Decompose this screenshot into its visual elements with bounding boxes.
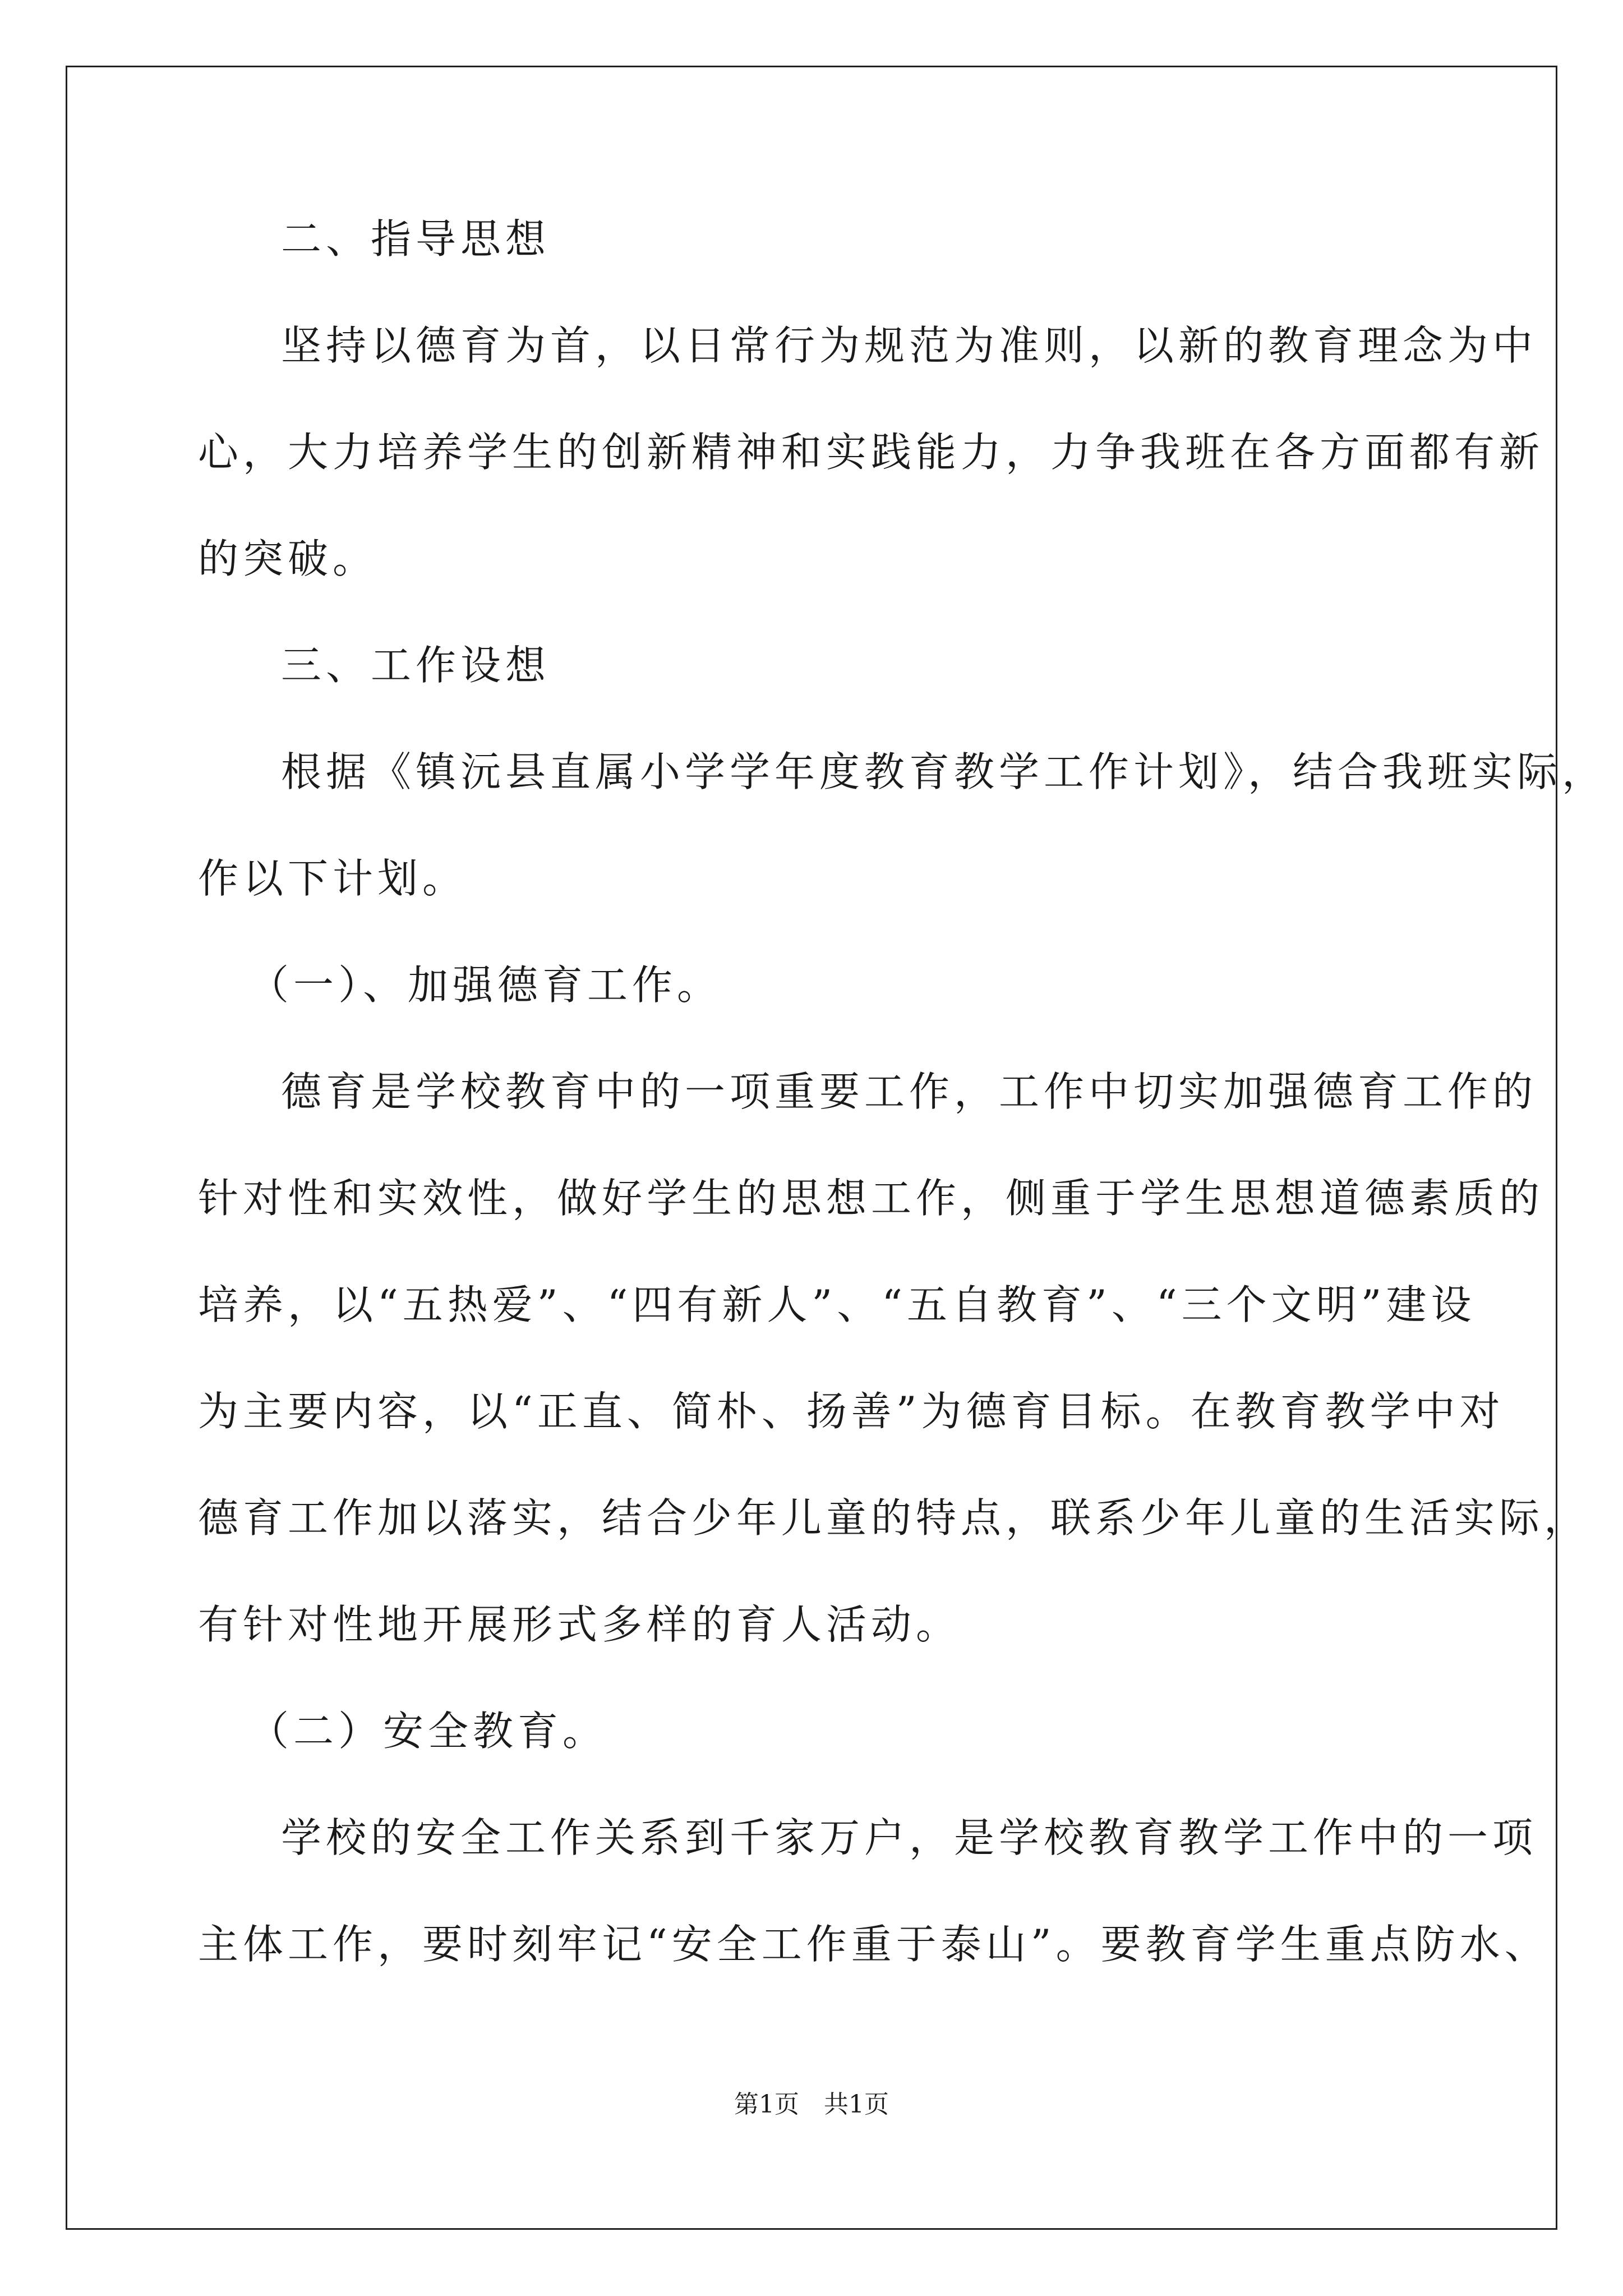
text-line: （二）安全教育。 [248,1708,608,1755]
text-line: 学校的安全工作关系到千家万户，是学校教育教学工作中的一项 [281,1814,1538,1861]
page-footer: 第1页 共1页 [734,2090,889,2119]
text-line: 为主要内容，以“正直、简朴、扬善”为德育目标。在教育教学中对 [198,1388,1505,1435]
text-line: （一）、加强德育工作。 [248,961,722,1009]
text-line: 主体工作，要时刻牢记“安全工作重于泰山”。要教育学生重点防水、 [198,1921,1550,1968]
text-line: 德育是学校教育中的一项重要工作，工作中切实加强德育工作的 [281,1068,1538,1115]
text-line: 有针对性地开展形式多样的育人活动。 [198,1601,961,1648]
text-line: 德育工作加以落实，结合少年儿童的特点，联系少年儿童的生活实际， [198,1494,1589,1542]
text-line: 心，大力培养学生的创新精神和实践能力，力争我班在各方面都有新 [198,429,1544,476]
text-line: 根据《镇沅县直属小学学年度教育教学工作计划》，结合我班实际， [281,748,1607,795]
text-line: 针对性和实效性，做好学生的思想工作，侧重于学生思想道德素质的 [198,1175,1544,1222]
text-line: 培养，以“五热爱”、“四有新人”、“五自教育”、“三个文明”建设 [198,1281,1476,1328]
text-line: 三、工作设想 [281,642,551,689]
text-line: 二、指导思想 [281,215,551,263]
text-line: 坚持以德育为首，以日常行为规范为准则，以新的教育理念为中 [281,322,1538,369]
text-line: 作以下计划。 [198,855,468,902]
text-line: 的突破。 [198,535,378,582]
page-border [66,66,1557,2230]
